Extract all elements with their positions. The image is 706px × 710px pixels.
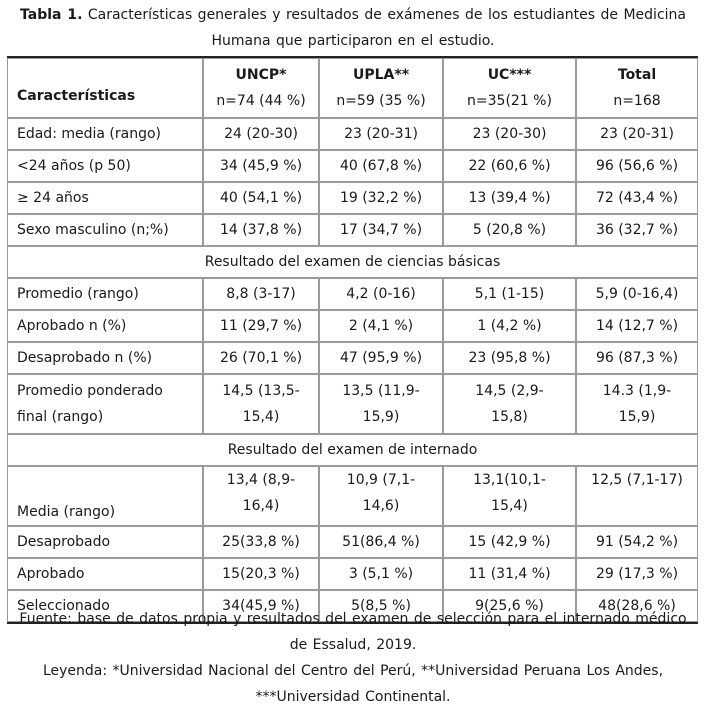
footer-source-line-2: de Essalud, 2019.: [289, 637, 417, 653]
footer-legend-line-1: Leyenda: *Universidad Nacional del Centro del Perú, **Universidad Peruana Los Andes,: [42, 663, 664, 679]
table-cell: 10,9 (7,1- 14,6): [319, 466, 443, 526]
table-cell: 14,5 (13,5- 15,4): [203, 374, 319, 434]
table-row-media: [7, 466, 698, 526]
table-row: [7, 118, 698, 150]
table-cell: 2 (4,1 %): [319, 310, 443, 342]
row-label: Desaprobado n (%): [7, 342, 203, 374]
table-cell: 4,2 (0-16): [319, 278, 443, 310]
table-cell: 11 (29,7 %): [203, 310, 319, 342]
footer-source-line-1: Fuente: base de datos propia y resultados del examen de selección para el internado médico: [19, 611, 687, 627]
table-cell: 91 (54,2 %): [576, 526, 698, 558]
footer-legend-line-2: ***Universidad Continental.: [255, 689, 451, 705]
table-cell: 23 (20-31): [319, 118, 443, 150]
table-row: [7, 526, 698, 558]
table-cell: 24 (20-30): [203, 118, 319, 150]
table-cell: 3 (5,1 %): [319, 558, 443, 590]
table-cell: 11 (31,4 %): [443, 558, 576, 590]
table-cell: 5,9 (0-16,4): [576, 278, 698, 310]
table-cell: 47 (95,9 %): [319, 342, 443, 374]
row-label: Aprobado: [7, 558, 203, 590]
table-cell: 72 (43,4 %): [576, 182, 698, 214]
row-label: Edad: media (rango): [7, 118, 203, 150]
table-row-weighted: [7, 374, 698, 434]
table-cell: 22 (60,6 %): [443, 150, 576, 182]
table-cell: 14,5 (2,9- 15,8): [443, 374, 576, 434]
table-cell: 19 (32,2 %): [319, 182, 443, 214]
table-cell: 14 (37,8 %): [203, 214, 319, 246]
table-caption: [8, 2, 698, 54]
table-cell: 13,4 (8,9- 16,4): [203, 466, 319, 526]
table-cell: 36 (32,7 %): [576, 214, 698, 246]
row-label: <24 años (p 50): [7, 150, 203, 182]
row-label: Promedio ponderado final (rango): [7, 374, 203, 434]
table-cell: 23 (20-31): [576, 118, 698, 150]
table-cell: 23 (95,8 %): [443, 342, 576, 374]
data-table: [7, 56, 698, 624]
table-cell: 15 (42,9 %): [443, 526, 576, 558]
table-cell: 25(33,8 %): [203, 526, 319, 558]
table-cell: 23 (20-30): [443, 118, 576, 150]
row-label: Promedio (rango): [7, 278, 203, 310]
table-cell: 13 (39,4 %): [443, 182, 576, 214]
table-footer: [8, 606, 698, 710]
caption-line-2: Humana que participaron en el estudio.: [211, 33, 495, 49]
table-cell: 29 (17,3 %): [576, 558, 698, 590]
table-cell: 1 (4,2 %): [443, 310, 576, 342]
table-cell: 51(86,4 %): [319, 526, 443, 558]
section-heading: Resultado del examen de internado: [7, 434, 698, 466]
table-cell: 34(45,9 %): [203, 590, 319, 622]
table-cell: 9(25,6 %): [443, 590, 576, 622]
header-col-uncp: UNCP* n=74 (44 %): [203, 58, 319, 118]
section-row-basic: [7, 246, 698, 278]
table-cell: 13,1(10,1- 15,4): [443, 466, 576, 526]
header-row: [7, 58, 698, 118]
table-cell: 8,8 (3-17): [203, 278, 319, 310]
caption-line-1: [8, 2, 698, 28]
row-label: ≥ 24 años: [7, 182, 203, 214]
table-cell: 96 (56,6 %): [576, 150, 698, 182]
row-label: Media (rango): [7, 466, 203, 526]
row-label: Aprobado n (%): [7, 310, 203, 342]
table-cell: 40 (67,8 %): [319, 150, 443, 182]
caption-text-1: Características generales y resultados de exámenes de los estudiantes de Medicina: [82, 7, 686, 23]
section-heading: Resultado del examen de ciencias básicas: [7, 246, 698, 278]
header-col-upla: UPLA** n=59 (35 %): [319, 58, 443, 118]
table-row: [7, 558, 698, 590]
table-cell: 13,5 (11,9- 15,9): [319, 374, 443, 434]
table-cell: 34 (45,9 %): [203, 150, 319, 182]
table-cell: 5,1 (1-15): [443, 278, 576, 310]
caption-label: Tabla 1.: [20, 7, 83, 23]
header-col-uc: UC*** n=35(21 %): [443, 58, 576, 118]
table-cell: 17 (34,7 %): [319, 214, 443, 246]
table-cell: 26 (70,1 %): [203, 342, 319, 374]
table-cell: 5 (20,8 %): [443, 214, 576, 246]
table-row: [7, 342, 698, 374]
table-row: [7, 310, 698, 342]
table-cell: 48(28,6 %): [576, 590, 698, 622]
table-cell: 96 (87,3 %): [576, 342, 698, 374]
header-col-total: Total n=168: [576, 58, 698, 118]
table-row: [7, 214, 698, 246]
table-cell: 12,5 (7,1-17): [576, 466, 698, 526]
table-cell: 5(8,5 %): [319, 590, 443, 622]
table-row: [7, 278, 698, 310]
table-cell: 40 (54,1 %): [203, 182, 319, 214]
row-label: Desaprobado: [7, 526, 203, 558]
table-row: [7, 182, 698, 214]
row-label: Sexo masculino (n;%): [7, 214, 203, 246]
table-cell: 14.3 (1,9- 15,9): [576, 374, 698, 434]
header-characteristics: Características: [7, 58, 203, 118]
table-cell: 15(20,3 %): [203, 558, 319, 590]
table-cell: 14 (12,7 %): [576, 310, 698, 342]
section-row-internship: [7, 434, 698, 466]
table-row: [7, 150, 698, 182]
row-label: Seleccionado: [7, 590, 203, 622]
